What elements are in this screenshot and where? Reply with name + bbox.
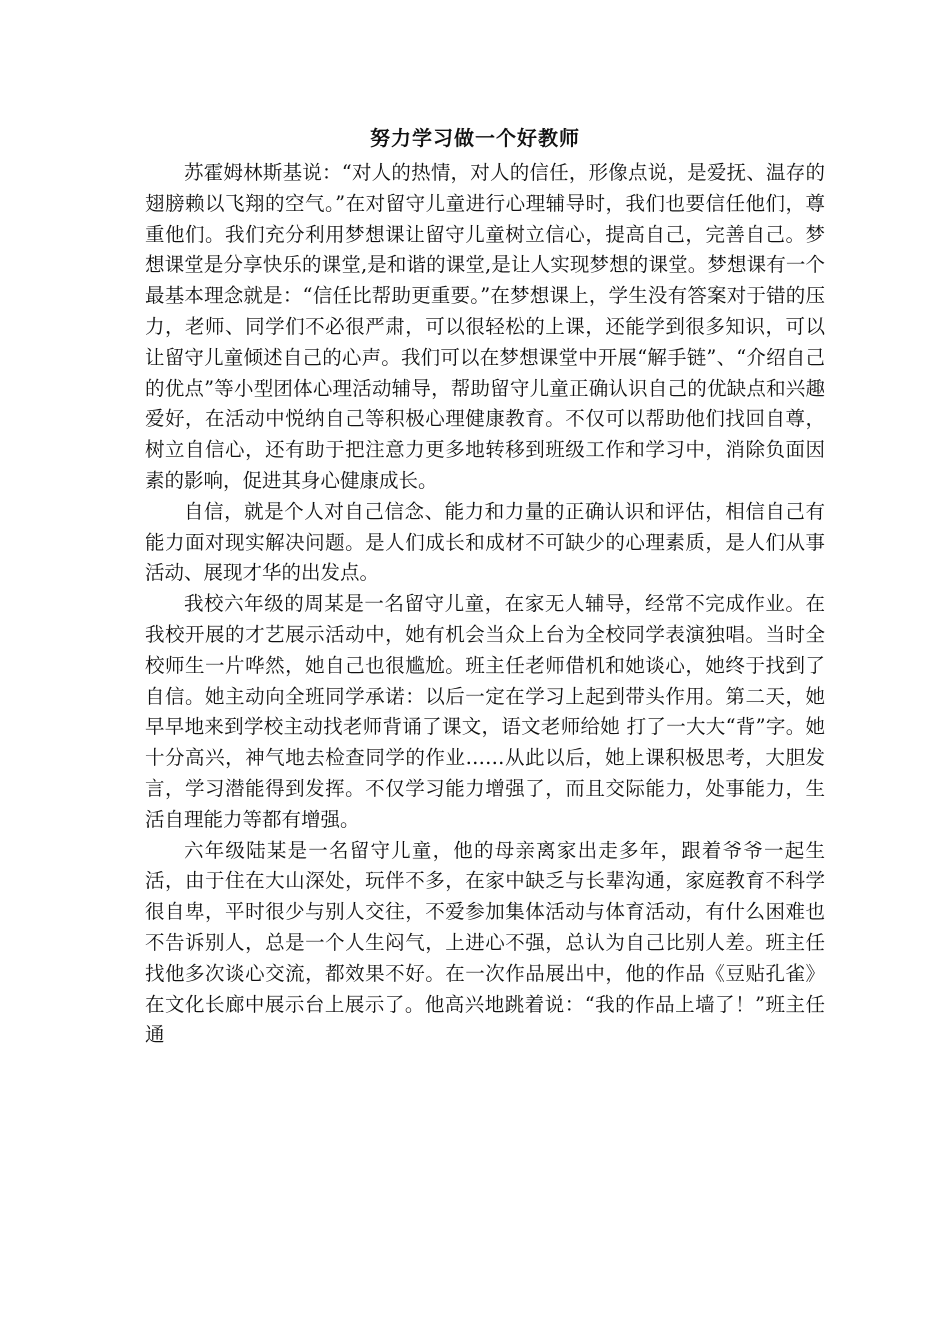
paragraph: 六年级陆某是一名留守儿童，他的母亲离家出走多年，跟着爷爷一起生活，由于住在大山深处，玩伴不多，在家中缺乏与长辈沟通，家庭教育不科学很自卑，平时很少与别人交往，不爱参加集体活动与体育活动，有什么困难也不告诉别人，总是一个人生闷气，上进心不强，总认为自己比别人差。班主任找他多次谈心交流，都效果不好。在一次作品展出中，他的作品《豆贴孔雀》在文化长廊中展示台上展示了。他高兴地跳着说：“我的作品上墙了！”班主任通	[145, 838, 825, 1047]
document-title: 努力学习做一个好教师	[370, 126, 580, 150]
paragraph: 苏霍姆林斯基说：“对人的热情，对人的信任，形像点说，是爱抚、温存的翅膀赖以飞翔的空气。”在对留守儿童进行心理辅导时，我们也要信任他们，尊重他们。我们充分利用梦想课让留守儿童树立信心，提高自己，完善自己。梦想课堂是分享快乐的课堂,是和谐的课堂,是让人实现梦想的课堂。梦想课有一个最基本理念就是：“信任比帮助更重要。”在梦想课上，学生没有答案对于错的压力，老师、同学们不必很严肃，可以很轻松的上课，还能学到很多知识，可以让留守儿童倾述自己的心声。我们可以在梦想课堂中开展“解手链”、“介绍自己的优点”等小型团体心理活动辅导，帮助留守儿童正确认识自己的优缺点和兴趣爱好，在活动中悦纳自己等积极心理健康教育。不仅可以帮助他们找回自尊，树立自信心，还有助于把注意力更多地转移到班级工作和学习中，消除负面因素的影响，促进其身心健康成长。	[145, 161, 825, 492]
paragraph: 我校六年级的周某是一名留守儿童，在家无人辅导，经常不完成作业。在我校开展的才艺展示活动中，她有机会当众上台为全校同学表演独唱。当时全校师生一片哗然，她自己也很尴尬。班主任老师借机和她谈心，她终于找到了自信。她主动向全班同学承诺：以后一定在学习上起到带头作用。第二天，她早早地来到学校主动找老师背诵了课文，语文老师给她 打了一大大“背”字。她十分高兴，神气地去检查同学的作业……从此以后，她上课积极思考，大胆发言，学习潜能得到发挥。不仅学习能力增强了，而且交际能力，处事能力，生活自理能力等都有增强。	[145, 592, 825, 831]
paragraph: 自信，就是个人对自己信念、能力和力量的正确认识和评估，相信自己有能力面对现实解决问题。是人们成长和成材不可缺少的心理素质，是人们从事活动、展现才华的出发点。	[145, 499, 825, 585]
document-body	[145, 158, 825, 1051]
